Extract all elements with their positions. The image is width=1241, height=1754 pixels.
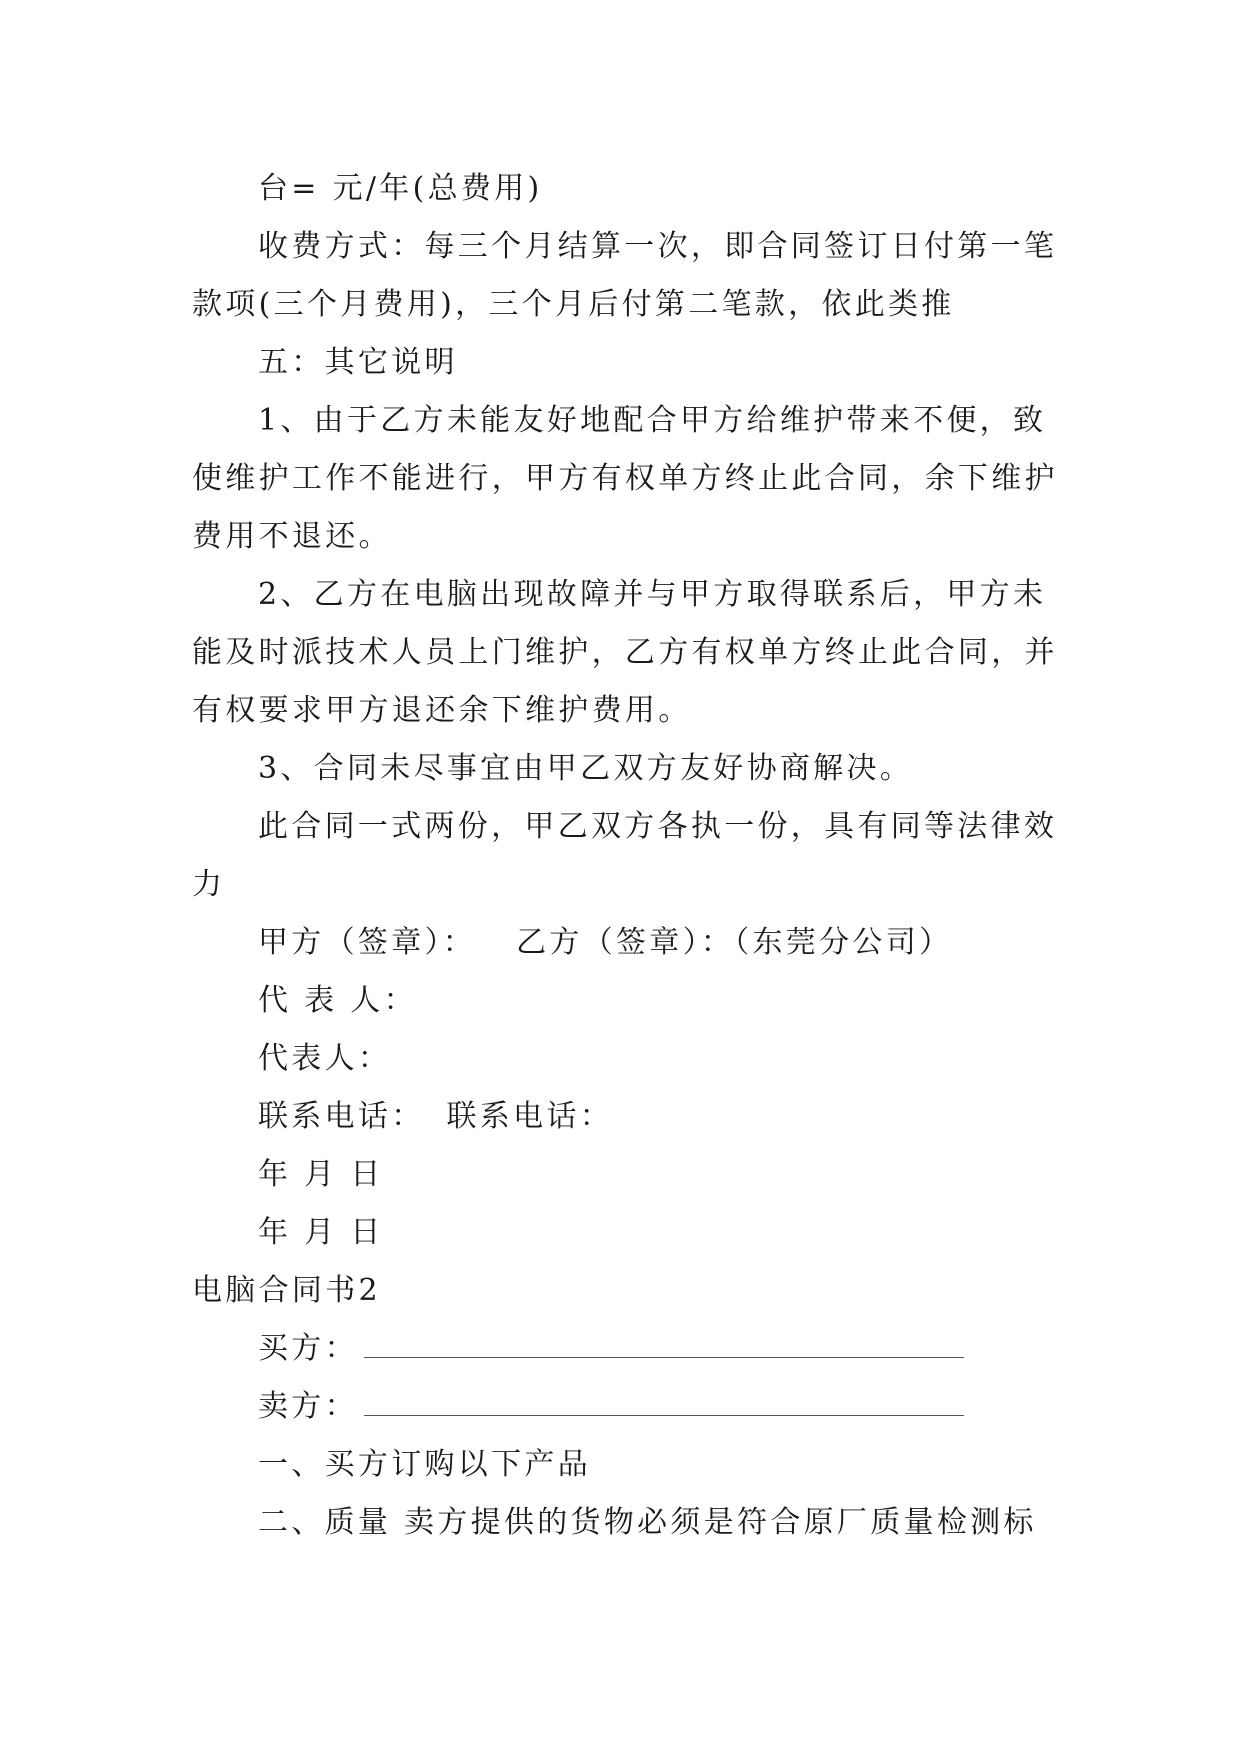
clause-1-line-2: 使维护工作不能进行，甲方有权单方终止此合同，余下维护 <box>192 461 1058 496</box>
buyer-row <box>192 1320 1054 1378</box>
quality-line: 二、质量 卖方提供的货物必须是符合原厂质量检测标 <box>258 1505 1037 1540</box>
payment-method-line: 收费方式：每三个月结算一次，即合同签订日付第一笔 <box>258 229 1058 264</box>
date-a: 年 月 日 <box>258 1157 384 1192</box>
phone-a-label: 联系电话： <box>258 1099 425 1134</box>
representative-b: 代表人： <box>258 1041 392 1076</box>
document-body <box>192 160 1058 1552</box>
order-item-line: 一、买方订购以下产品 <box>258 1447 591 1482</box>
representative-a: 代 表 人： <box>258 983 417 1018</box>
seller-blank-line <box>364 1385 964 1416</box>
clause-2-line-1: 2、乙方在电脑出现故障并与甲方取得联系后，甲方未 <box>258 577 1047 612</box>
clause-2-line-3: 有权要求甲方退还余下维护费用。 <box>192 693 692 728</box>
phone-b-label: 联系电话： <box>446 1099 613 1134</box>
party-a-signature-label: 甲方（签章）： <box>258 925 477 960</box>
clause-3-line: 3、合同未尽事宜由甲乙双方友好协商解决。 <box>258 751 914 786</box>
seller-label: 卖方： <box>258 1389 358 1424</box>
seller-row <box>192 1378 1054 1436</box>
buyer-blank-line <box>364 1327 964 1358</box>
copies-line-1: 此合同一式两份，甲乙双方各执一份，具有同等法律效 <box>258 809 1058 844</box>
buyer-label: 买方： <box>258 1331 358 1366</box>
clause-1-line-1: 1、由于乙方未能友好地配合甲方给维护带来不便，致 <box>258 403 1047 438</box>
party-b-signature-label: 乙方（签章）：（东莞分公司） <box>516 925 953 960</box>
section-five-heading: 五：其它说明 <box>258 345 458 380</box>
fee-total-line: 台= 元/年(总费用) <box>258 171 543 206</box>
signature-row <box>192 914 1054 972</box>
clause-1-line-3: 费用不退还。 <box>192 519 392 554</box>
phone-row <box>192 1088 1054 1146</box>
clause-2-line-2: 能及时派技术人员上门维护，乙方有权单方终止此合同，并 <box>192 635 1058 670</box>
copies-line-2: 力 <box>192 867 226 902</box>
payment-method-continued: 款项(三个月费用)，三个月后付第二笔款，依此类推 <box>192 287 955 322</box>
section-2-title: 电脑合同书2 <box>192 1273 381 1308</box>
date-b: 年 月 日 <box>258 1215 384 1250</box>
